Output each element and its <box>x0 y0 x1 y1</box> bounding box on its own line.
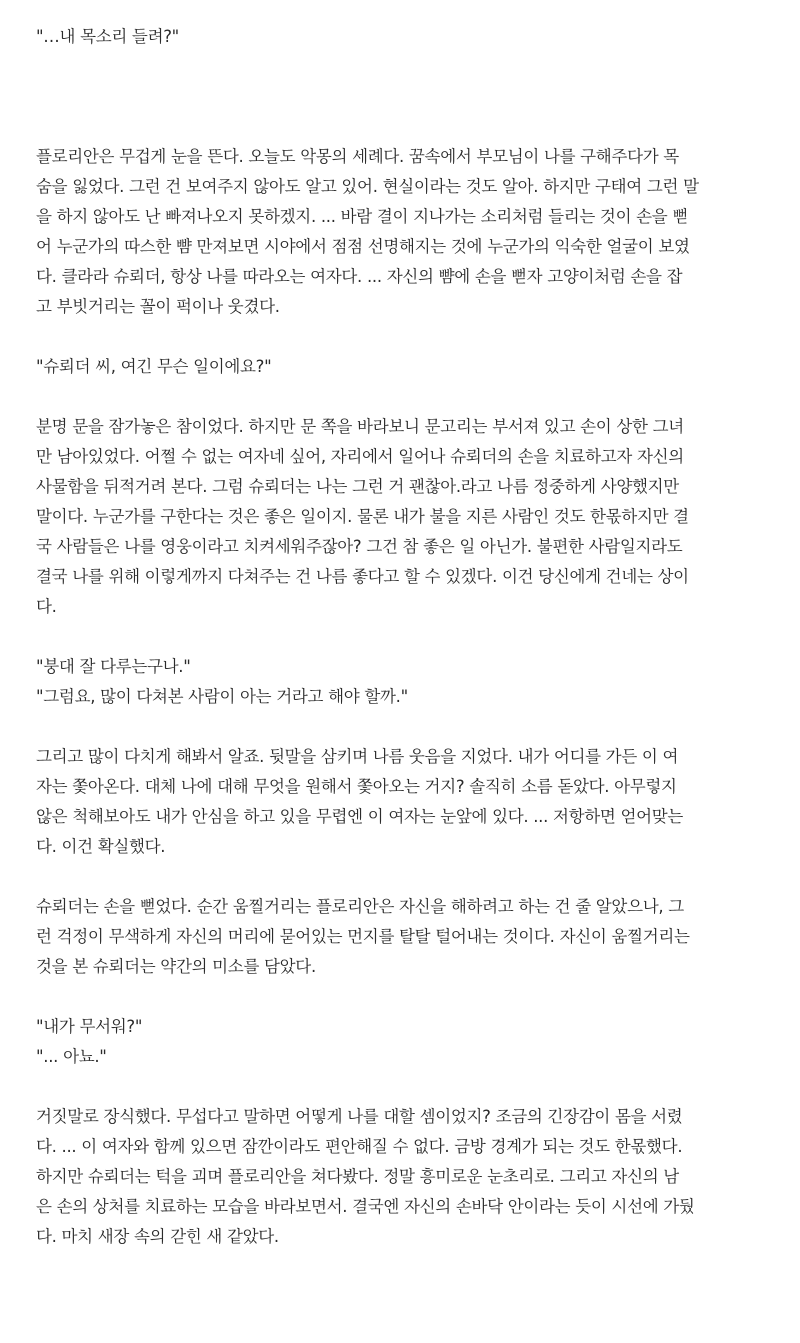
narration-paragraph <box>36 412 776 622</box>
text-line: "슈뢰더 씨, 여긴 무슨 일이에요?" <box>36 357 272 376</box>
text-line: 플로리안은 무겁게 눈을 뜬다. 오늘도 악몽의 세례다. 꿈속에서 부모님이 나를 구해주다가 목 <box>36 147 679 166</box>
narration-paragraph <box>36 742 776 862</box>
text-line: 것을 본 슈뢰더는 약간의 미소를 담았다. <box>36 957 316 976</box>
narration-paragraph <box>36 892 776 982</box>
text-line: 분명 문을 잠가놓은 참이었다. 하지만 문 쪽을 바라보니 문고리는 부서져 있고 손이 상한 그녀 <box>36 417 684 436</box>
text-line: 만 남아있었다. 어쩔 수 없는 여자네 싶어, 자리에서 일어나 슈뢰더의 손을 치료하고자 자신의 <box>36 447 684 466</box>
text-line: 어 누군가의 따스한 뺨 만져보면 시야에서 점점 선명해지는 것에 누군가의 익숙한 얼굴이 보였 <box>36 237 690 256</box>
text-line: 다. 이건 확실했다. <box>36 837 166 856</box>
text-line: 은 손의 상처를 치료하는 모습을 바라보면서. 결국엔 자신의 손바닥 안이라는 듯이 시선에 가뒀 <box>36 1197 695 1216</box>
text-line: 숨을 잃었다. 그런 건 보여주지 않아도 알고 있어. 현실이라는 것도 알아. 하지만 구태여 그런 말 <box>36 177 699 196</box>
text-line: 말이다. 누군가를 구한다는 것은 좋은 일이지. 물론 내가 불을 지른 사람인 것도 한몫하지만 결 <box>36 507 689 526</box>
text-line: 다. <box>36 597 57 616</box>
dialogue-paragraph <box>36 352 776 382</box>
text-line: 다. 마치 새장 속의 갇힌 새 같았다. <box>36 1227 279 1246</box>
text-line: 하지만 슈뢰더는 턱을 괴며 플로리안을 쳐다봤다. 정말 흥미로운 눈초리로. 그리고 자신의 남 <box>36 1167 679 1186</box>
text-line: 않은 척해보아도 내가 안심을 하고 있을 무렵엔 이 여자는 눈앞에 있다. ... 저항하면 얻어맞는 <box>36 807 684 826</box>
text-line: 슈뢰더는 손을 뻗었다. 순간 움찔거리는 플로리안은 자신을 해하려고 하는 건 줄 알았으나, 그 <box>36 897 684 916</box>
text-line: "그럼요, 많이 다쳐본 사람이 아는 거라고 해야 할까." <box>36 687 408 706</box>
narration-paragraph <box>36 1102 776 1252</box>
text-line: 고 부빗거리는 꼴이 퍽이나 웃겼다. <box>36 297 280 316</box>
dialogue-paragraph <box>36 22 776 52</box>
text-line: 자는 쫓아온다. 대체 나에 대해 무엇을 원해서 쫓아오는 거지? 솔직히 소름 돋았다. 아무렇지 <box>36 777 677 796</box>
text-line: "…내 목소리 들려?" <box>36 27 179 46</box>
text-line: 다. ... 이 여자와 함께 있으면 잠깐이라도 편안해질 수 없다. 금방 경계가 되는 것도 한몫했다. <box>36 1137 683 1156</box>
text-line: 거짓말로 장식했다. 무섭다고 말하면 어떻게 나를 대할 셈이었지? 조금의 긴장감이 몸을 서렸 <box>36 1107 683 1126</box>
text-line: 런 걱정이 무색하게 자신의 머리에 묻어있는 먼지를 탈탈 털어내는 것이다. 자신이 움찔거리는 <box>36 927 690 946</box>
text-line: 그리고 많이 다치게 해봐서 알죠. 뒷말을 삼키며 나름 웃음을 지었다. 내가 어디를 가든 이 여 <box>36 747 679 766</box>
text-line: "내가 무서워?" <box>36 1017 143 1036</box>
text-line: "... 아뇨." <box>36 1047 107 1066</box>
text-line: 을 하지 않아도 난 빠져나오지 못하겠지. ... 바람 결이 지나가는 소리처럼 들리는 것이 손을 뻗 <box>36 207 689 226</box>
text-line: 다. 클라라 슈뢰더, 항상 나를 따라오는 여자다. ... 자신의 뺨에 손을 뻗자 고양이처럼 손을 잡 <box>36 267 683 286</box>
dialogue-paragraph <box>36 1012 776 1072</box>
text-line: 사물함을 뒤적거려 본다. 그럼 슈뢰더는 나는 그런 거 괜찮아.라고 나름 정중하게 사양했지만 <box>36 477 679 496</box>
text-line: 결국 나를 위해 이렇게까지 다쳐주는 건 나름 좋다고 할 수 있겠다. 이건 당신에게 건네는 상이 <box>36 567 689 586</box>
text-line: "붕대 잘 다루는구나." <box>36 657 191 676</box>
text-line: 국 사람들은 나를 영웅이라고 치켜세워주잖아? 그건 참 좋은 일 아닌가. 불편한 사람일지라도 <box>36 537 683 556</box>
narration-paragraph <box>36 142 776 322</box>
dialogue-paragraph <box>36 652 776 712</box>
story-text <box>36 22 776 1252</box>
